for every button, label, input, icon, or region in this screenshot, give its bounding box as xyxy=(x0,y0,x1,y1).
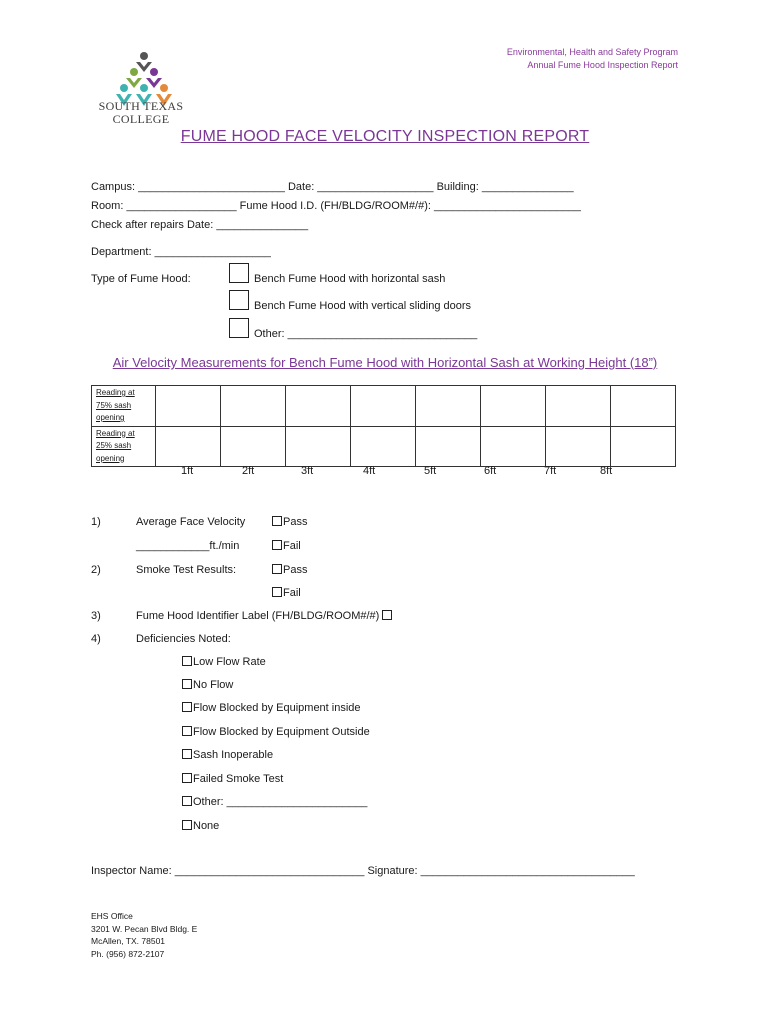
pass-label: Pass xyxy=(283,564,308,576)
address-line2: McAllen, TX. 78501 xyxy=(91,936,166,946)
hood-type-horizontal-checkbox[interactable] xyxy=(229,263,249,283)
checkbox-icon[interactable] xyxy=(272,587,282,597)
reading-cell[interactable] xyxy=(546,386,611,427)
checkbox-icon[interactable] xyxy=(182,679,192,689)
page-title: FUME HOOD FACE VELOCITY INSPECTION REPORT xyxy=(180,128,590,145)
deficiencies-label: Deficiencies Noted: xyxy=(136,633,231,645)
reading-cell[interactable] xyxy=(221,386,286,427)
deficiency-label: Sash Inoperable xyxy=(193,749,274,761)
deficiency-label: Flow Blocked by Equipment Outside xyxy=(193,726,370,738)
pass-label: Pass xyxy=(283,516,308,528)
distance-label: 7ft xyxy=(544,465,557,477)
identifier-label: Fume Hood Identifier Label (FH/BLDG/ROOM#/#) xyxy=(136,610,380,622)
section-subtitle: Air Velocity Measurements for Bench Fume Hood with Horizontal Sash at Working Height (18”) xyxy=(112,355,658,370)
reading-cell[interactable] xyxy=(611,426,676,467)
people-figures-icon xyxy=(116,52,172,106)
deficiency-option[interactable] xyxy=(182,749,273,761)
checkbox-icon[interactable] xyxy=(182,773,192,783)
hood-type-horizontal-label: Bench Fume Hood with horizontal sash xyxy=(254,273,446,285)
reading-cell[interactable] xyxy=(351,386,416,427)
deficiency-label: None xyxy=(193,820,220,832)
distance-label: 2ft xyxy=(242,465,255,477)
inspector-signature-line[interactable]: Inspector Name: _______________________________ Signature: ___________________________________ xyxy=(91,865,635,877)
college-name-line2: COLLEGE xyxy=(112,112,170,126)
checkbox-icon[interactable] xyxy=(382,610,392,620)
deficiency-label: Other: _______________________ xyxy=(193,796,368,808)
fail-label: Fail xyxy=(283,587,301,599)
smoke-pass-option[interactable] xyxy=(272,564,307,576)
reading-cell[interactable] xyxy=(481,426,546,467)
hood-type-other-checkbox[interactable] xyxy=(229,318,249,338)
distance-label: 1ft xyxy=(181,465,194,477)
velocity-readings-table xyxy=(91,385,676,467)
deficiency-option[interactable] xyxy=(182,679,233,691)
reading-cell[interactable] xyxy=(156,386,221,427)
deficiency-label: No Flow xyxy=(193,679,234,691)
reading-cell[interactable] xyxy=(546,426,611,467)
deficiency-option[interactable] xyxy=(182,726,370,738)
item-number-2: 2) xyxy=(91,564,101,576)
row-label-75: Reading at 75% sash opening xyxy=(92,386,156,427)
reading-cell[interactable] xyxy=(286,426,351,467)
table-row xyxy=(92,426,676,467)
deficiency-label: Failed Smoke Test xyxy=(193,773,284,785)
office-name: EHS Office xyxy=(91,911,133,921)
item-number-4: 4) xyxy=(91,633,101,645)
hood-type-vertical-label: Bench Fume Hood with vertical sliding doors xyxy=(254,300,472,312)
reading-cell[interactable] xyxy=(416,386,481,427)
address-line1: 3201 W. Pecan Blvd Bldg. E xyxy=(91,923,198,934)
hood-type-label: Type of Fume Hood: xyxy=(91,273,191,285)
deficiency-label: Flow Blocked by Equipment inside xyxy=(193,702,361,714)
college-name xyxy=(95,100,187,126)
smoke-fail-option[interactable] xyxy=(272,587,301,599)
checkbox-icon[interactable] xyxy=(182,820,192,830)
reading-cell[interactable] xyxy=(416,426,481,467)
velocity-fail-option[interactable] xyxy=(272,540,301,552)
checkbox-icon[interactable] xyxy=(182,796,192,806)
college-name-line1: SOUTH TEXAS xyxy=(98,99,184,113)
row-label-25: Reading at 25% sash opening xyxy=(92,426,156,467)
deficiency-option[interactable] xyxy=(182,702,361,714)
reading-cell[interactable] xyxy=(221,426,286,467)
reading-cell[interactable] xyxy=(351,426,416,467)
distance-label: 8ft xyxy=(600,465,613,477)
distance-label: 5ft xyxy=(424,465,437,477)
smoke-test-label: Smoke Test Results: xyxy=(136,564,237,576)
report-header: Annual Fume Hood Inspection Report xyxy=(527,60,678,70)
ftmin-field[interactable]: ____________ft./min xyxy=(136,540,240,552)
reading-cell[interactable] xyxy=(481,386,546,427)
campus-date-building-line[interactable]: Campus: ________________________ Date: ___________________ Building: _______________ xyxy=(91,181,574,193)
checkbox-icon[interactable] xyxy=(182,702,192,712)
fail-label: Fail xyxy=(283,540,301,552)
distance-label: 3ft xyxy=(301,465,314,477)
deficiency-option[interactable] xyxy=(182,820,219,832)
checkbox-icon[interactable] xyxy=(272,540,282,550)
reading-cell[interactable] xyxy=(611,386,676,427)
office-phone: Ph. (956) 872-2107 xyxy=(91,948,165,959)
reading-cell[interactable] xyxy=(156,426,221,467)
table-row xyxy=(92,386,676,427)
avg-face-velocity-label: Average Face Velocity xyxy=(136,516,246,528)
deficiency-option[interactable] xyxy=(182,656,266,668)
distance-label: 6ft xyxy=(484,465,497,477)
item-number-1: 1) xyxy=(91,516,101,528)
deficiency-option[interactable] xyxy=(182,773,283,785)
distance-label: 4ft xyxy=(363,465,376,477)
hood-type-vertical-checkbox[interactable] xyxy=(229,290,249,310)
department-line[interactable]: Department: ___________________ xyxy=(91,246,271,258)
office-address xyxy=(91,910,197,960)
deficiency-label: Low Flow Rate xyxy=(193,656,266,668)
checkbox-icon[interactable] xyxy=(182,749,192,759)
checkbox-icon[interactable] xyxy=(272,564,282,574)
velocity-pass-option[interactable] xyxy=(272,516,307,528)
item-number-3: 3) xyxy=(91,610,101,622)
deficiency-option[interactable] xyxy=(182,796,367,808)
repair-date-line[interactable]: Check after repairs Date: _______________ xyxy=(91,219,309,231)
checkbox-icon[interactable] xyxy=(182,656,192,666)
checkbox-icon[interactable] xyxy=(272,516,282,526)
checkbox-icon[interactable] xyxy=(182,726,192,736)
room-hood-id-line[interactable]: Room: __________________ Fume Hood I.D. (FH/BLDG/ROOM#/#): ________________________ xyxy=(91,200,581,212)
identifier-label-option[interactable] xyxy=(136,610,393,622)
program-header: Environmental, Health and Safety Program xyxy=(506,47,678,57)
reading-cell[interactable] xyxy=(286,386,351,427)
hood-type-other-label[interactable]: Other: _______________________________ xyxy=(254,328,478,340)
